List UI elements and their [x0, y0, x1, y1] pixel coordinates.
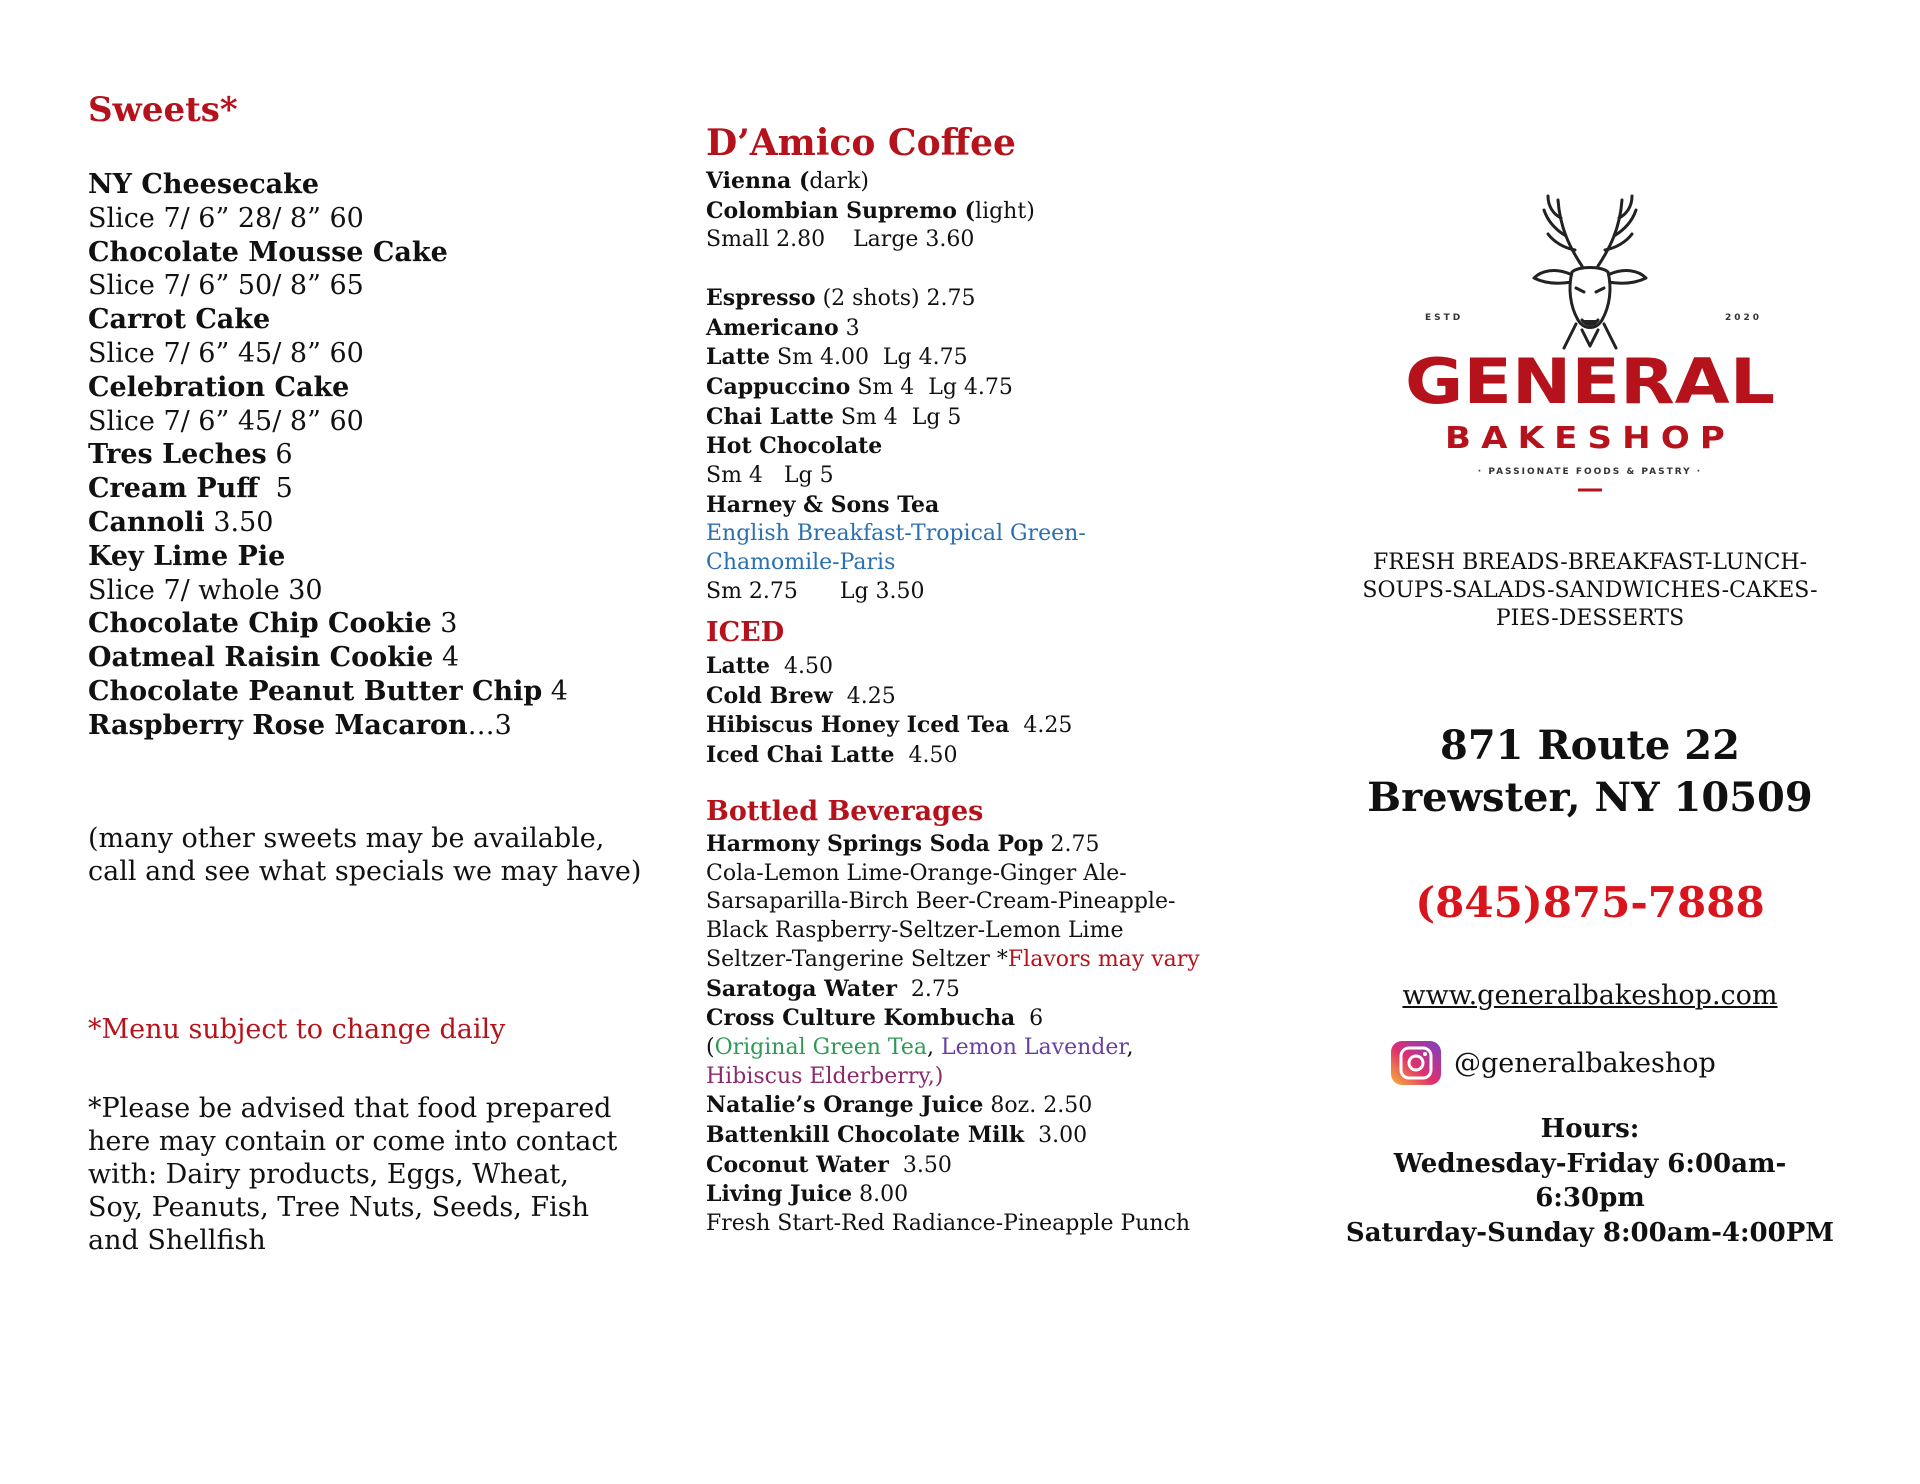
list-item: Americano 3 [706, 314, 860, 341]
bottled-heading: Bottled Beverages [706, 796, 984, 827]
list-item: Iced Chai Latte 4.50 [706, 742, 958, 769]
list-item: Cannoli 3.50 [88, 506, 274, 538]
list-item-price: Slice 7/ whole 30 [88, 574, 323, 606]
list-item: Hot Chocolate [706, 433, 883, 460]
logo-year: 2020 [1725, 313, 1763, 323]
kombucha-flavors: (Original Green Tea, Lemon Lavender, [706, 1034, 1134, 1060]
website-link[interactable]: www.generalbakeshop.com [1402, 980, 1778, 1011]
bottled-list [706, 830, 1200, 1239]
list-item-price: Slice 7/ 6” 45/ 8” 60 [88, 405, 364, 437]
list-item: Raspberry Rose Macaron…3 [88, 709, 512, 741]
list-item: Colombian Supremo (light) [706, 197, 1035, 224]
flavors-vary-note: Flavors may vary [1007, 946, 1200, 972]
list-item: Chocolate Chip Cookie 3 [88, 608, 458, 640]
list-item: Chai Latte Sm 4 Lg 5 [706, 403, 962, 430]
list-item-price: Sm 2.75 Lg 3.50 [706, 578, 925, 604]
list-item: Chocolate Peanut Butter Chip 4 [88, 675, 568, 707]
instagram-icon [1390, 1040, 1442, 1086]
list-item-price: Slice 7/ 6” 45/ 8” 60 [88, 337, 364, 369]
menu-change-note: *Menu subject to change daily [88, 1014, 506, 1045]
list-item: Cross Culture Kombucha 6 [706, 1005, 1044, 1032]
soda-flavors: Cola-Lemon Lime-Orange-Ginger Ale- [706, 860, 1127, 886]
list-item: Tres Leches 6 [88, 439, 293, 471]
list-item: Living Juice 8.00 [706, 1181, 909, 1208]
list-item-price: Small 2.80 Large 3.60 [706, 227, 975, 253]
iced-heading: ICED [706, 617, 785, 648]
instagram-handle: @generalbakeshop [1454, 1047, 1716, 1079]
list-item-price: Slice 7/ 6” 28/ 8” 60 [88, 202, 364, 234]
spacer [706, 255, 1086, 284]
logo-name-bakeshop: BAKESHOP [1445, 421, 1735, 456]
offerings-list: FRESH BREADS-BREAKFAST-LUNCH- SOUPS-SALADS-SANDWICHES-CAKES- PIES-DESSERTS [1362, 550, 1818, 631]
list-item: Vienna (dark) [706, 168, 869, 194]
list-item: Espresso (2 shots) 2.75 [706, 284, 976, 311]
list-item: Harmony Springs Soda Pop 2.75 [706, 831, 1100, 857]
list-item: Chocolate Mousse Cake [88, 236, 448, 268]
list-item: Cold Brew 4.25 [706, 682, 896, 709]
list-item: Coconut Water 3.50 [706, 1151, 952, 1178]
list-item: Cappuccino Sm 4 Lg 4.75 [706, 373, 1013, 400]
list-item: Saratoga Water 2.75 [706, 975, 960, 1002]
deer-icon [1534, 196, 1646, 348]
iced-list [706, 652, 1072, 771]
tea-flavors: Chamomile-Paris [706, 550, 896, 576]
logo-name-general: GENERAL [1405, 345, 1775, 418]
juice-flavors: Fresh Start-Red Radiance-Pineapple Punch [706, 1211, 1191, 1237]
hours-title: Hours: [1540, 1114, 1640, 1144]
list-item: NY Cheesecake [88, 169, 320, 200]
logo-tagline: · PASSIONATE FOODS & PASTRY · [1477, 467, 1703, 477]
list-item: Cream Puff 5 [88, 473, 293, 505]
list-item-price: Slice 7/ 6” 50/ 8” 65 [88, 270, 364, 302]
allergy-note: *Please be advised that food prepared here may contain or come into contact with: Dairy products, Eggs, Wheat, Soy, Peanuts, Tree Nuts, Seeds, Fish and Shellfish [88, 1093, 618, 1256]
coffee-list [706, 167, 1086, 607]
address: 871 Route 22 Brewster, NY 10509 [1367, 722, 1813, 821]
kombucha-flavors: Hibiscus Elderberry,) [706, 1063, 944, 1089]
list-item: Celebration Cake [88, 371, 350, 403]
logo-estd: ESTD [1425, 313, 1464, 323]
general-bakeshop-logo [1320, 188, 1860, 510]
hours: Hours: Wednesday-Friday 6:00am- 6:30pm Saturday-Sunday 8:00am-4:00PM [1320, 1112, 1860, 1250]
list-item: Key Lime Pie [88, 540, 286, 572]
soda-flavors: Black Raspberry-Seltzer-Lemon Lime [706, 918, 1124, 944]
tea-flavors: English Breakfast-Tropical Green- [706, 521, 1086, 547]
coffee-heading: D’Amico Coffee [706, 122, 1016, 164]
list-item: Hibiscus Honey Iced Tea 4.25 [706, 712, 1073, 739]
list-item: Carrot Cake [88, 304, 271, 336]
instagram-link[interactable] [1390, 1040, 1716, 1086]
sweets-specials-note: (many other sweets may be available, call and see what specials we may have) [88, 823, 642, 887]
list-item: Latte 4.50 [706, 653, 834, 679]
list-item: Latte Sm 4.00 Lg 4.75 [706, 344, 968, 371]
soda-flavors: Sarsaparilla-Birch Beer-Cream-Pineapple- [706, 889, 1176, 915]
sweets-list [88, 168, 568, 743]
list-item-price: Sm 4 Lg 5 [706, 463, 834, 489]
phone-number[interactable]: (845)875-7888 [1415, 878, 1765, 927]
list-item: Oatmeal Raisin Cookie 4 [88, 642, 460, 674]
list-item: Natalie’s Orange Juice 8oz. 2.50 [706, 1092, 1093, 1119]
sweets-heading: Sweets* [88, 90, 238, 130]
list-item: Battenkill Chocolate Milk 3.00 [706, 1122, 1088, 1149]
soda-flavors: Seltzer-Tangerine Seltzer *Flavors may vary [706, 946, 1200, 972]
list-item: Harney & Sons Tea [706, 491, 940, 518]
